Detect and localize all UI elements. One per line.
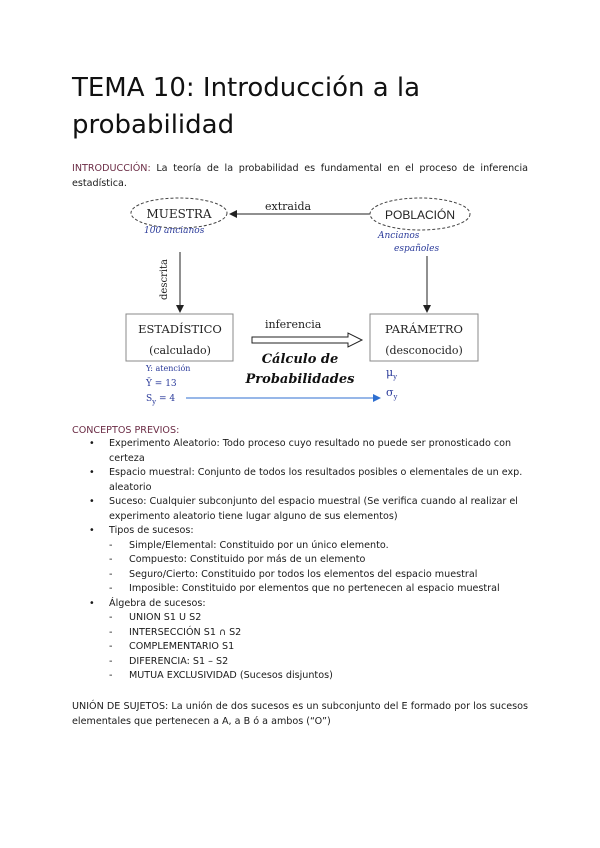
algebra-label: Álgebra de sucesos: [109, 597, 206, 609]
sigma-symbol: $\sigma_y$ [386, 386, 398, 401]
list-item: - Compuesto: Constituido por más de un elemento [109, 553, 530, 568]
desconocido-label: (desconocido) [385, 344, 463, 357]
list-item: - COMPLEMENTARIO S1 [109, 640, 530, 655]
list-item: - DIFERENCIA: S1 – S2 [109, 655, 530, 670]
mu-symbol: $\mu_y$ [386, 366, 398, 381]
extraida-label: extraida [265, 200, 312, 213]
conceptos-list [72, 437, 530, 684]
page-title: TEMA 10: Introducción a la probabilidad [72, 73, 421, 140]
list-item: • Suceso: Cualquier subconjunto del espacio muestral (Se verifica cuando al realizar el experimento aleatorio tiene lugar alguno de sus elementos) [72, 495, 530, 524]
ybar-value: Ȳ = 13 [146, 379, 177, 389]
tipos-list [109, 539, 530, 597]
y-variable: Y: atención [146, 364, 191, 373]
union-text: La unión de dos sucesos es un subconjunto del E formado por los sucesos elementales que pertenecen a A, a B ó a ambos (“O”) [72, 701, 528, 727]
list-item: - UNION S1 U S2 [109, 611, 530, 626]
list-item: - MUTUA EXCLUSIVIDAD (Sucesos disjuntos) [109, 669, 530, 684]
poblacion-sub2: españoles [394, 244, 440, 254]
parametro-label: PARÁMETRO [385, 322, 463, 336]
poblacion-label: POBLACIÓN [384, 208, 456, 222]
algebra-list [109, 611, 530, 684]
list-item [72, 524, 530, 597]
descrita-label: descrita [159, 258, 170, 300]
list-item: - INTERSECCIÓN S1 ∩ S2 [109, 626, 530, 641]
conceptos-heading: CONCEPTOS PREVIOS: [72, 425, 180, 436]
intro-text: La teoría de la probabilidad es fundamental en el proceso de inferencia estadística. [72, 163, 528, 189]
list-item [72, 597, 530, 684]
muestra-sub: 100 ancianos [144, 226, 205, 236]
calculo-line1: Cálculo de [261, 352, 339, 367]
list-item: - Seguro/Cierto: Constituido por todos los elementos del espacio muestral [109, 568, 530, 583]
estadistico-label: ESTADÍSTICO [138, 322, 222, 336]
tipos-label: Tipos de sucesos: [109, 525, 194, 536]
calculo-line2: Probabilidades [245, 372, 355, 387]
sy-value: $S_y = 4$ [146, 394, 176, 406]
muestra-label: MUESTRA [146, 207, 212, 221]
list-item: • Experimento Aleatorio: Todo proceso cuyo resultado no puede ser pronosticado con certeza [72, 437, 530, 466]
list-item: - Imposible: Constituido por elementos que no pertenecen al espacio muestral [109, 582, 530, 597]
union-paragraph [72, 700, 528, 729]
union-label: UNIÓN DE SUJETOS: [72, 701, 169, 712]
list-item: • Espacio muestral: Conjunto de todos los resultados posibles o elementales de un exp. aleatorio [72, 466, 530, 495]
intro-label: INTRODUCCIÓN: [72, 163, 151, 174]
inferencia-arrow [252, 333, 362, 347]
calculado-label: (calculado) [149, 344, 211, 357]
poblacion-sub1: Ancianos [378, 231, 420, 241]
inferencia-label: inferencia [265, 318, 322, 331]
list-item: - Simple/Elemental: Constituido por un único elemento. [109, 539, 530, 554]
